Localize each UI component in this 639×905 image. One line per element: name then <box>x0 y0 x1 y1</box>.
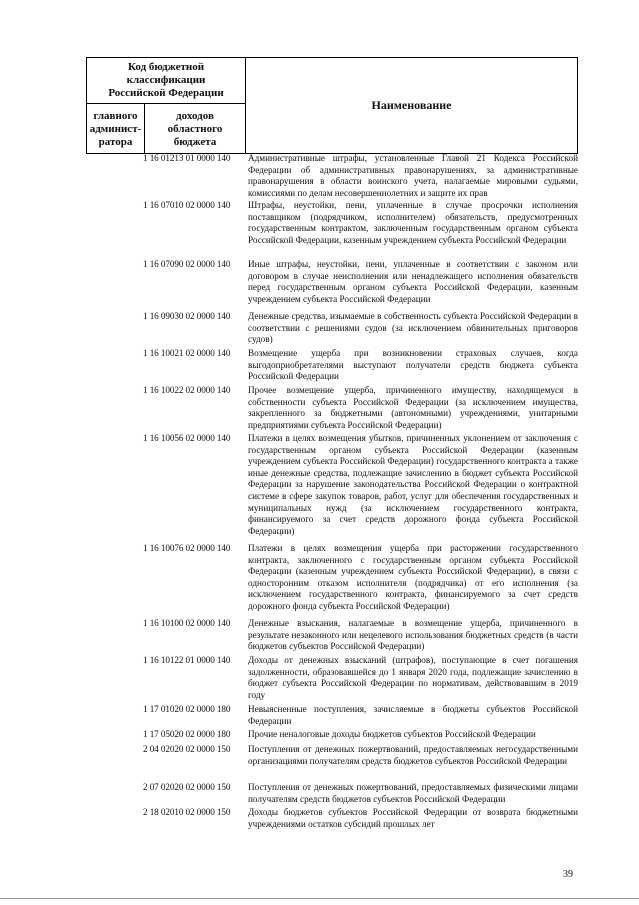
row-description: Денежные взыскания, налагаемые в возмещение ущерба, причиненного в результате незаконного или нецелевого использования бюджетных средств (в части бюджетов субъектов Российской Федерации) <box>248 618 578 652</box>
row-code: 1 17 05020 02 0000 180 <box>143 729 231 739</box>
row-description: Поступления от денежных пожертвований, предоставляемых негосударственными организациями получателям средств бюджетов субъектов Российской Федерации <box>248 744 578 766</box>
row-description: Невыясненные поступления, зачисляемые в бюджеты субъектов Российской Федерации <box>248 704 578 726</box>
row-description: Прочие неналоговые доходы бюджетов субъектов Российской Федерации <box>248 729 536 739</box>
row-description: Денежные средства, изымаемые в собственность субъекта Российской Федерации в соответствии с решениями судов (за исключением обвинительных приговоров судов) <box>248 311 578 345</box>
header-name-column: Наименование <box>371 98 452 112</box>
row-description: Штрафы, неустойки, пени, уплаченные в случае просрочки исполнения поставщиком (подрядчиком, исполнителем) обязательств, предусмотренных государственным контрактом, заключенным государственным органом субъекта Российской Федерации, казенным учреждением субъекта Российской Федерации <box>248 200 578 245</box>
row-code: 1 16 07010 02 0000 140 <box>143 200 231 210</box>
row-code: 1 16 10022 02 0000 140 <box>143 385 231 395</box>
row-code: 1 16 10122 01 0000 140 <box>143 655 231 665</box>
header-code-group: Код бюджетной классификации Российской Федерации <box>108 61 224 99</box>
header-admin-column: главного админист- ратора <box>89 109 142 148</box>
row-code: 1 17 01020 02 0000 180 <box>143 704 231 714</box>
row-description: Иные штрафы, неустойки, пени, уплаченные в соответствии с законом или договором в случае неисполнения или ненадлежащего исполнения обязательств перед государственным органом субъекта Российской Федерации, казенным учреждением субъекта Российской Федерации <box>248 259 578 304</box>
row-description: Доходы от денежных взысканий (штрафов), поступающие в счет погашения задолженности, образовавшейся до 1 января 2020 года, подлежащие зачислению в бюджет субъекта Российской Федерации по нормативам, действовавшим в 2019 году <box>248 655 578 700</box>
row-code: 1 16 01213 01 0000 140 <box>143 153 231 163</box>
row-description: Прочее возмещение ущерба, причиненного имуществу, находящемуся в собственности субъекта Российской Федерации (за исключением имущества, закрепленного за бюджетными (автономными) учреждениями, унитарными предприятиями субъекта Российской Федерации) <box>248 385 578 430</box>
row-description: Доходы бюджетов субъектов Российской Федерации от возврата бюджетными учреждениями остатков субсидий прошлых лет <box>248 807 578 829</box>
row-code: 1 16 09030 02 0000 140 <box>143 311 231 321</box>
row-code: 1 16 10100 02 0000 140 <box>143 618 231 628</box>
row-code: 1 16 10076 02 0000 140 <box>143 543 231 553</box>
row-description: Поступления от денежных пожертвований, предоставляемых физическими лицами получателям средств бюджетов субъектов Российской Федерации <box>248 782 578 804</box>
row-code: 2 07 02020 02 0000 150 <box>143 782 231 792</box>
row-code: 1 16 07090 02 0000 140 <box>143 259 231 269</box>
row-code: 1 16 10021 02 0000 140 <box>143 348 231 358</box>
header-income-column: доходов областного бюджета <box>167 109 223 148</box>
row-description: Административные штрафы, установленные Главой 21 Кодекса Российской Федерации об административных правонарушениях, за административные правонарушения в области воинского учета, налагаемые мировыми судьями, комиссиями по делам несовершеннолетних и защите их прав <box>248 153 578 198</box>
page-number: 39 <box>563 869 573 880</box>
table-header <box>86 57 578 154</box>
scan-edge-divider <box>0 898 639 899</box>
row-code: 2 04 02020 02 0000 150 <box>143 744 231 754</box>
row-code: 2 18 02010 02 0000 150 <box>143 807 231 817</box>
row-description: Возмещение ущерба при возникновении страховых случаев, когда выгодоприобретателями выступают получатели средств бюджета субъекта Российской Федерации <box>248 348 578 382</box>
row-description: Платежи в целях возмещения ущерба при расторжении государственного контракта, заключенного с государственным органом субъекта Российской Федерации (казенным учреждением субъекта Российской Федерации), в связи с односторонним отказом исполнителя (подрядчика) от его исполнения (за исключением государственного контракта, финансируемого за счет средств дорожного фонда субъекта Российской Федерации) <box>248 543 578 611</box>
row-description: Платежи в целях возмещения убытков, причиненных уклонением от заключения с государственным органом субъекта Российской Федерации (казенным учреждением субъекта Российской Федерации) государственного контракта а также иные денежные средства, подлежащие зачислению в бюджет субъекта Российской Федерации за нарушение законодательства Российской Федерации о контрактной системе в сфере закупок товаров, работ, услуг для обеспечения государственных и муниципальных нужд (за исключением государственного контракта, финансируемого за счет средств дорожного фонда субъекта Российской Федерации) <box>248 433 578 536</box>
row-code: 1 16 10056 02 0000 140 <box>143 433 231 443</box>
